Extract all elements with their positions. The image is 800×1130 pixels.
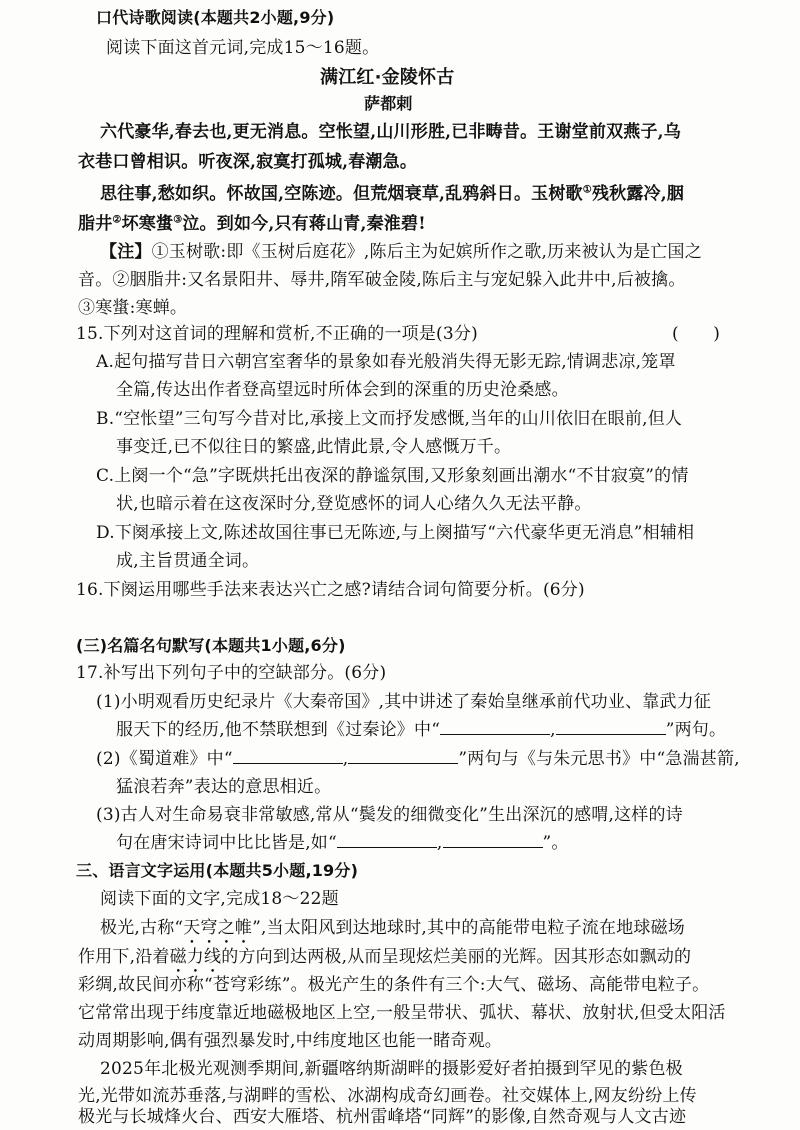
fill-blank[interactable]: [440, 718, 550, 735]
fill-blank[interactable]: [233, 747, 343, 764]
section-instruction: 阅读下面这首元词,完成15～16题。: [106, 38, 380, 58]
question-15-stem: 15.下列对这首词的理解和赏析,不正确的一项是(3分): [76, 324, 478, 344]
emphasized-text: 天穹之帷: [183, 918, 253, 938]
notes-line: [100, 240, 702, 264]
answer-bracket[interactable]: ( ): [672, 324, 721, 344]
dictation-text: ,: [550, 720, 556, 740]
dictation-text: ”两句与《与朱元思书》中“急湍甚箭,: [458, 749, 740, 769]
fill-blank[interactable]: [556, 718, 666, 735]
passage-text: 的方向到达两极,从而呈现炫烂美丽的光辉。因其形态如飘动的: [221, 947, 692, 967]
passage-text: 极光,古称“: [100, 918, 184, 938]
notes-text: ①玉树歌:即《玉树后庭花》,陈后主为妃嫔所作之歌,历来被认为是亡国之: [151, 242, 702, 262]
poem-line: 衣巷口曾相识。听夜深,寂寞打孤城,春潮急。: [78, 152, 418, 172]
dictation-item-2-cont: 猛浪若奔”表达的意思相近。: [116, 777, 332, 797]
poem-line: [78, 212, 426, 236]
option-c: C.上阕一个“急”字既烘托出夜深的静谧氛围,又形象刻画出潮水“不甘寂寞”的情: [96, 466, 689, 486]
passage-line: 极光与长城烽火台、西安大雁塔、杭州雷峰塔“同辉”的影像,自然奇观与人文古迹: [78, 1107, 687, 1127]
dictation-text: ”两句。: [665, 720, 727, 740]
dictation-text: 服天下的经历,他不禁联想到《过秦论》中“: [116, 720, 441, 740]
poem-title: 满江红·金陵怀古: [320, 67, 455, 88]
fill-blank[interactable]: [337, 831, 437, 848]
dictation-item-1: (1)小明观看历史纪录片《大秦帝国》,其中讲述了秦始皇继承前代功业、靠武力征: [96, 692, 712, 712]
footnote-marker: ②: [112, 214, 122, 226]
fill-blank[interactable]: [348, 747, 458, 764]
fill-blank[interactable]: [443, 831, 543, 848]
option-c-cont: 状,也暗示着在这夜深时分,登览感怀的词人心绪久久无法平静。: [116, 494, 592, 514]
passage-line: 它常常出现于纬度靠近地磁极地区上空,一般呈带状、弧状、幕状、放射状,但受太阳活: [78, 1003, 726, 1023]
poem-text: 坏寒螀: [121, 214, 174, 234]
section-header-poetry: 口代诗歌阅读(本题共2小题,9分): [96, 8, 335, 27]
dictation-text: (2)《蜀道难》中“: [96, 749, 233, 769]
notes-line: 音。②胭脂井:又名景阳井、辱井,隋军破金陵,陈后主与宠妃躲入此井中,后被擒。: [78, 270, 686, 290]
option-d-cont: 成,主旨贯通全词。: [116, 551, 260, 571]
option-a-cont: 全篇,传达出作者登高望远时所体会到的深重的历史沧桑感。: [116, 380, 569, 400]
part-header-language: 三、语言文字运用(本题共5小题,19分): [76, 861, 359, 880]
poem-author: 萨都剌: [364, 94, 413, 113]
answer-area[interactable]: [76, 606, 756, 634]
footnote-marker: ①: [582, 184, 592, 196]
poem-text: 思往事,愁如织。怀故国,空陈迹。但荒烟衰草,乱鸦斜日。玉树歌: [100, 184, 583, 204]
question-16-stem: 16.下阕运用哪些手法来表达兴亡之感?请结合词句简要分析。(6分): [76, 580, 585, 600]
dictation-item-1-cont: [116, 718, 726, 742]
option-d: D.下阕承接上文,陈述故国往事已无陈迹,与上阕描写“六代豪华更无消息”相辅相: [96, 523, 695, 543]
dictation-text: ,: [342, 749, 349, 769]
poem-text: 脂井: [78, 214, 113, 234]
section-header-dictation: (三)名篇名句默写(本题共1小题,6分): [76, 636, 346, 655]
passage-line: 光,光带如流苏垂落,与湖畔的雪松、冰湖构成奇幻画卷。社交媒体上,网友纷纷上传: [78, 1086, 697, 1106]
dictation-text: ”。: [542, 833, 569, 853]
part-instruction: 阅读下面的文字,完成18～22题: [100, 889, 339, 909]
dictation-item-2: [96, 747, 740, 771]
passage-line: 动周期影响,偶有强烈暴发时,中纬度地区也能一睹奇观。: [78, 1031, 503, 1051]
option-b: B.“空怅望”三句写今昔对比,承接上文而抒发感慨,当年的山川依旧在眼前,但人: [96, 409, 683, 429]
passage-line: [100, 916, 685, 948]
poem-text: 残秋露冷,胭: [591, 184, 685, 204]
passage-line: 2025年北极光观测季期间,新疆喀纳斯湖畔的摄影爱好者拍摄到罕见的紫色极: [100, 1059, 683, 1079]
dictation-text: ,: [436, 833, 443, 853]
footnote-marker: ③: [173, 214, 183, 226]
passage-line: 彩绸,故民间亦称“苍穹彩练”。极光产生的条件有三个:大气、磁场、高能带电粒子。: [78, 975, 710, 995]
notes-label: 【注】: [100, 242, 152, 262]
question-17-stem: 17.补写出下列句子中的空缺部分。(6分): [76, 663, 387, 683]
dictation-item-3-cont: [116, 831, 569, 855]
poem-line: [100, 182, 684, 206]
passage-text: 作用下,沿着: [78, 947, 170, 967]
dictation-item-3: (3)古人对生命易衰非常敏感,常从“鬓发的细微变化”生出深沉的感喟,这样的诗: [96, 805, 683, 825]
option-a: A.起句描写昔日六朝宫室奢华的景象如春光般消失得无影无踪,情调悲凉,笼罩: [96, 352, 676, 372]
poem-line: 六代豪华,春去也,更无消息。空怅望,山川形胜,已非畴昔。王谢堂前双燕子,乌: [100, 122, 681, 142]
notes-line: ③寒螀:寒蝉。: [78, 298, 188, 318]
option-b-cont: 事变迁,已不似往日的繁盛,此情此景,令人感慨万千。: [116, 437, 512, 457]
emphasized-text: 磁力线: [169, 947, 222, 967]
passage-text: ”,当太阳风到达地球时,其中的高能带电粒子流在地球磁场: [252, 918, 686, 938]
dictation-text: 句在唐宋诗词中比比皆是,如“: [116, 833, 337, 853]
poem-text: 泣。到如今,只有蒋山青,秦淮碧!: [182, 214, 426, 234]
